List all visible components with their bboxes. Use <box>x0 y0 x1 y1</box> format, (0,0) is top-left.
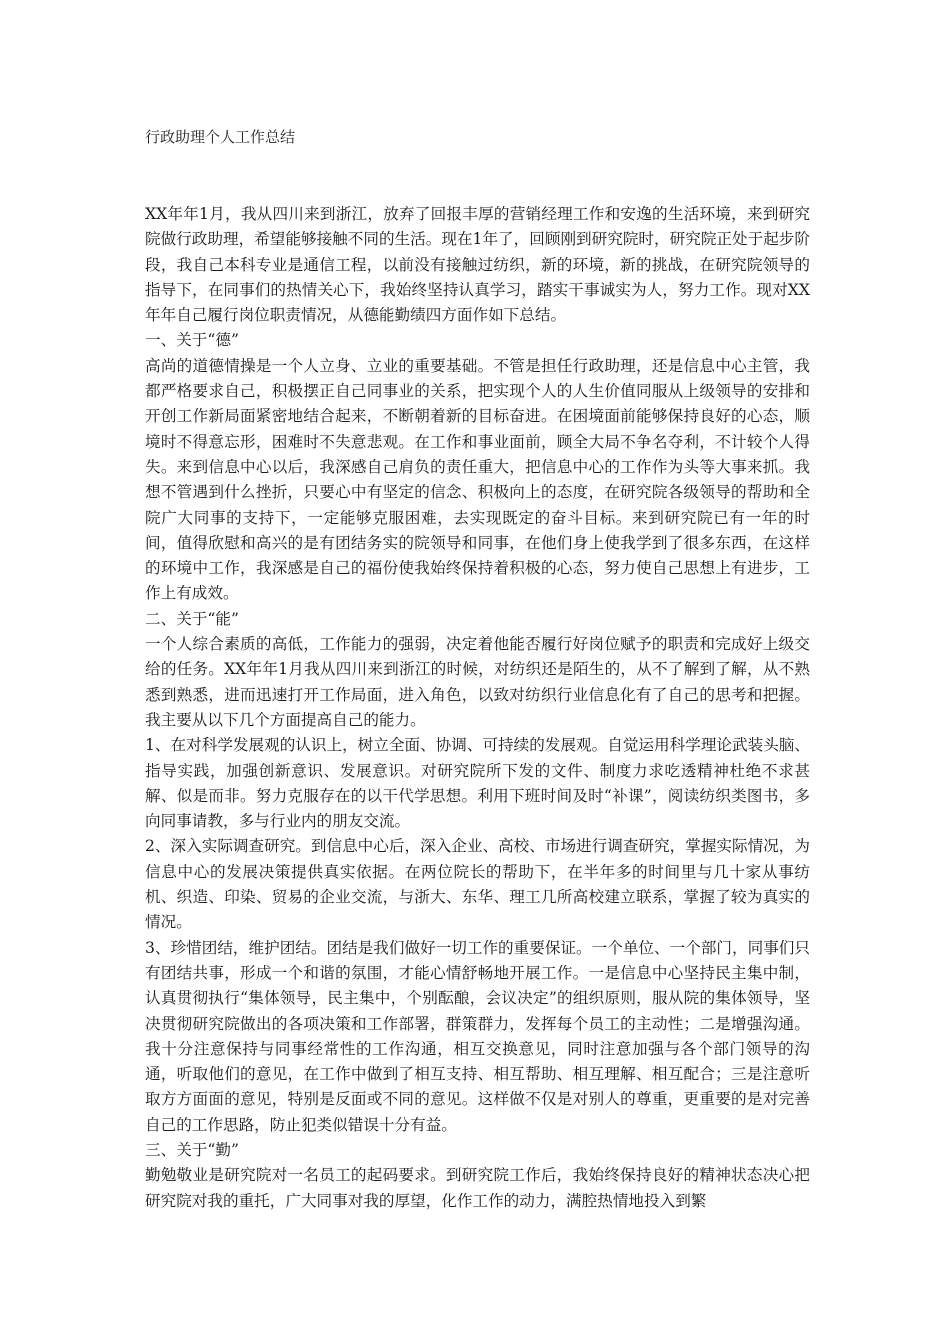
section-heading-qin: 三、关于“勤” <box>145 1140 239 1159</box>
paragraph-qin: 勤勉敬业是研究院对一名员工的起码要求。到研究院工作后，我始终保持良好的精神状态决心把研究院对我的重托，广大同事对我的厚望，化作工作的动力，满腔热情地投入到繁 <box>145 1166 810 1210</box>
intro-paragraph: XX年年1月，我从四川来到浙江，放弃了回报丰厚的营销经理工作和安逸的生活环境，来到研究院做行政助理，希望能够接触不同的生活。现在1年了，回顾刚到研究院时，研究院正处于起步阶段，我自己本科专业是通信工程，以前没有接触过纺织，新的环境，新的挑战，在研究院领导的指导下，在同事们的热情关心下，我始终坚持认真学习，踏实干事诚实为人，努力工作。现对XX年年自己履行岗位职责情况，从德能勤绩四方面作如下总结。 <box>145 205 810 325</box>
document-title: 行政助理个人工作总结 <box>145 128 296 146</box>
list-item-2: 2、深入实际调查研究。到信息中心后，深入企业、高校、市场进行调查研究，掌握实际情况，为信息中心的发展决策提供真实依据。在两位院长的帮助下，在半年多的时间里与几十家从事纺机、织造、印染、贸易的企业交流，与浙大、东华、理工几所高校建立联系，掌握了较为真实的情况。 <box>145 837 810 932</box>
section-heading-de: 一、关于“德” <box>145 331 239 350</box>
paragraph-de: 高尚的道德情操是一个人立身、立业的重要基础。不管是担任行政助理，还是信息中心主管，我都严格要求自己，积极摆正自己同事业的关系，把实现个人的人生价值同服从上级领导的安排和开创工作新局面紧密地结合起来，不断朝着新的目标奋进。在困境面前能够保持良好的心态，顺境时不得意忘形，困难时不失意悲观。在工作和事业面前，顾全大局不争名夺利，不计较个人得失。来到信息中心以后，我深感自己肩负的责任重大，把信息中心的工作作为头等大事来抓。我想不管遇到什么挫折，只要心中有坚定的信念、积极向上的态度，在研究院各级领导的帮助和全院广大同事的支持下，一定能够克服困难，去实现既定的奋斗目标。来到研究院已有一年的时间，值得欣慰和高兴的是有团结务实的院领导和同事，在他们身上使我学到了很多东西，在这样的环境中工作，我深感是自己的福份使我始终保持着积极的心态，努力使自己思想上有进步，工作上有成效。 <box>145 356 810 603</box>
list-item-3: 3、珍惜团结，维护团结。团结是我们做好一切工作的重要保证。一个单位、一个部门，同事们只有团结共事，形成一个和谐的氛围，才能心情舒畅地开展工作。一是信息中心坚持民主集中制，认真贯彻执行“集体领导，民主集中，个别酝酿，会议决定”的组织原则，服从院的集体领导，坚决贯彻研究院做出的各项决策和工作部署，群策群力，发挥每个员工的主动性；二是增强沟通。我十分注意保持与同事经常性的工作沟通，相互交换意见，同时注意加强与各个部门领导的沟通，听取他们的意见，在工作中做到了相互支持、相互帮助、相互理解、相互配合；三是注意听取方方面面的意见，特别是反面或不同的意见。这样做不仅是对别人的尊重，更重要的是对完善自己的工作思路，防止犯类似错误十分有益。 <box>145 938 810 1134</box>
paragraph-neng: 一个人综合素质的高低，工作能力的强弱，决定着他能否履行好岗位赋予的职责和完成好上级交给的任务。XX年年1月我从四川来到浙江的时候，对纺织还是陌生的，从不了解到了解，从不熟悉到熟悉，进而迅速打开工作局面，进入角色，以致对纺织行业信息化有了自己的思考和把握。我主要从以下几个方面提高自己的能力。 <box>145 635 810 729</box>
document-body <box>145 202 810 1214</box>
list-item-1: 1、在对科学发展观的认识上，树立全面、协调、可持续的发展观。自觉运用科学理论武装头脑、指导实践，加强创新意识、发展意识。对研究院所下发的文件、制度力求吃透精神杜绝不求甚解、似是而非。努力克服存在的以干代学思想。利用下班时间及时“补课”，阅读纺织类图书，多向同事请教，多与行业内的朋友交流。 <box>145 736 810 831</box>
section-heading-neng: 二、关于“能” <box>145 609 239 628</box>
